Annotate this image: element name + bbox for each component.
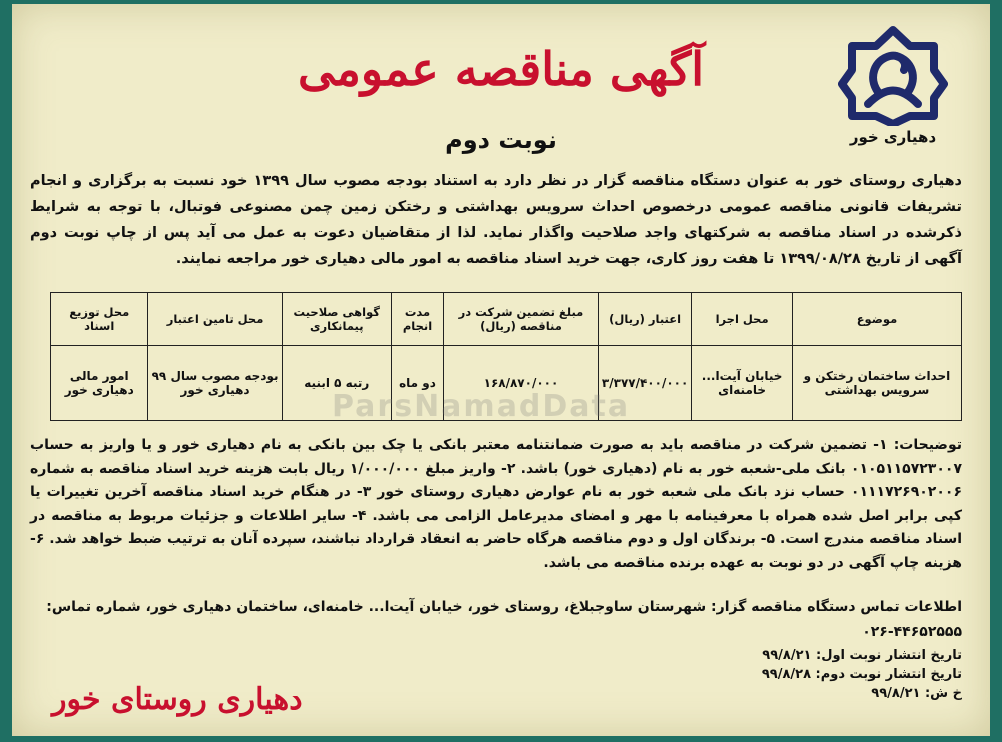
second-publication-date: تاریخ انتشار نوبت دوم: ۹۹/۸/۲۸ [761,667,962,682]
contact-phone: ۰۲۶-۴۴۶۵۲۵۵۵ [862,624,962,640]
first-publication-date: تاریخ انتشار نوبت اول: ۹۹/۸/۲۱ [762,648,962,663]
contact-info: اطلاعات تماس دستگاه مناقصه گزار: شهرستان ساوجبلاغ، روستای خور، خیابان آیت‌ا... خامنه‌ای، ساختمان دهیاری خور، شماره تماس: [46,599,962,615]
table-header: گواهی صلاحیت پیمانکاری [282,293,391,346]
tender-notice [12,4,990,736]
intro-paragraph: دهیاری روستای خور به عنوان دستگاه مناقصه گزار در نظر دارد به استناد بودجه مصوب سال ۱۳۹۹ خود نسبت به برگزاری و انجام تشریفات قانونی مناقصه عمومی درخصوص احداث سرویس بهداشتی و رختکن زمین چمن مصنوعی فوتبال، با توجه به شرایط ذکرشده در اسناد مناقصه به شرکتهای واجد صلاحیت واگذار نماید. لذا از متقاضیان دعوت به عمل می آید پس از چاپ نوبت دوم آگهی از تاریخ ۱۳۹۹/۰۸/۲۸ تا هفت روز کاری، جهت خرید اسناد مناقصه به امور مالی دهیاری خور مراجعه نمایند. [30,173,962,267]
table-header: مدت انجام [391,293,443,346]
watermark: ParsNamadData [332,389,631,424]
table-cell: ۳/۳۷۷/۴۰۰/۰۰۰ [598,346,691,421]
table-header: موضوع [792,293,961,346]
table-cell: احداث ساختمان رختکن و سرویس بهداشتی [792,346,961,421]
khor-emblem-icon [838,26,948,126]
table-cell: خیابان آیت‌ا... خامنه‌ای [692,346,793,421]
table-header: محل توزیع اسناد [51,293,148,346]
publication-code: خ ش: ۹۹/۸/۲۱ [871,686,962,701]
table-header: مبلغ تضمین شرکت در مناقصه (ریال) [444,293,599,346]
table-header-row [51,293,962,346]
table-cell: دو ماه [391,346,443,421]
table-cell: ۱۶۸/۸۷۰/۰۰۰ [444,346,599,421]
table-header: محل اجرا [692,293,793,346]
notes-paragraph: توضیحات: ۱- تضمین شرکت در مناقصه باید به صورت ضمانتنامه معتبر بانکی یا چک بین بانکی به نام دهیاری خور و یا واریز به حساب ۰۱۰۵۱۱۵۷۲۳۰۰۷ بانک ملی-شعبه خور به نام (دهیاری خور) باشد. ۲- واریز مبلغ ۱/۰۰۰/۰۰۰ ریال بابت هزینه خرید اسناد مناقصه به شماره ۰۱۱۱۷۲۶۹۰۲۰۰۶ حساب نزد بانک ملی شعبه خور به نام عوارض دهیاری روستای خور ۳- در هنگام خرید اسناد مناقصه آخرین تغییرات یا کپی برابر اصل شده همراه با معرفینامه با مهر و امضای مدیرعامل الزامی می باشد. ۴- سایر اطلاعات و جزئیات مربوط به مناقصه در اسناد مناقصه مندرج است. ۵- برندگان اول و دوم مناقصه هرگاه حاضر به انعقاد قرارداد نباشند، سپرده آنان به ترتیب ضبط خواهد شد. ۶- هزینه چاپ آگهی در دو نوبت به عهده برنده مناقصه می باشد. [30,437,963,571]
table-header: محل تامین اعتبار [148,293,282,346]
publication-dates [762,646,962,703]
table-cell: امور مالی دهیاری خور [51,346,148,421]
notice-round: نوبت دوم [445,126,557,154]
table-cell: رتبه ۵ ابنیه [282,346,391,421]
organization-logo [818,26,968,156]
logo-caption: دهیاری خور [849,128,937,146]
footer-organization: دهیاری روستای خور [52,682,303,717]
notice-title: آگهی مناقصه عمومی [297,42,705,96]
table-header: اعتبار (ریال) [598,293,691,346]
table-cell: بودجه مصوب سال ۹۹ دهیاری خور [148,346,282,421]
